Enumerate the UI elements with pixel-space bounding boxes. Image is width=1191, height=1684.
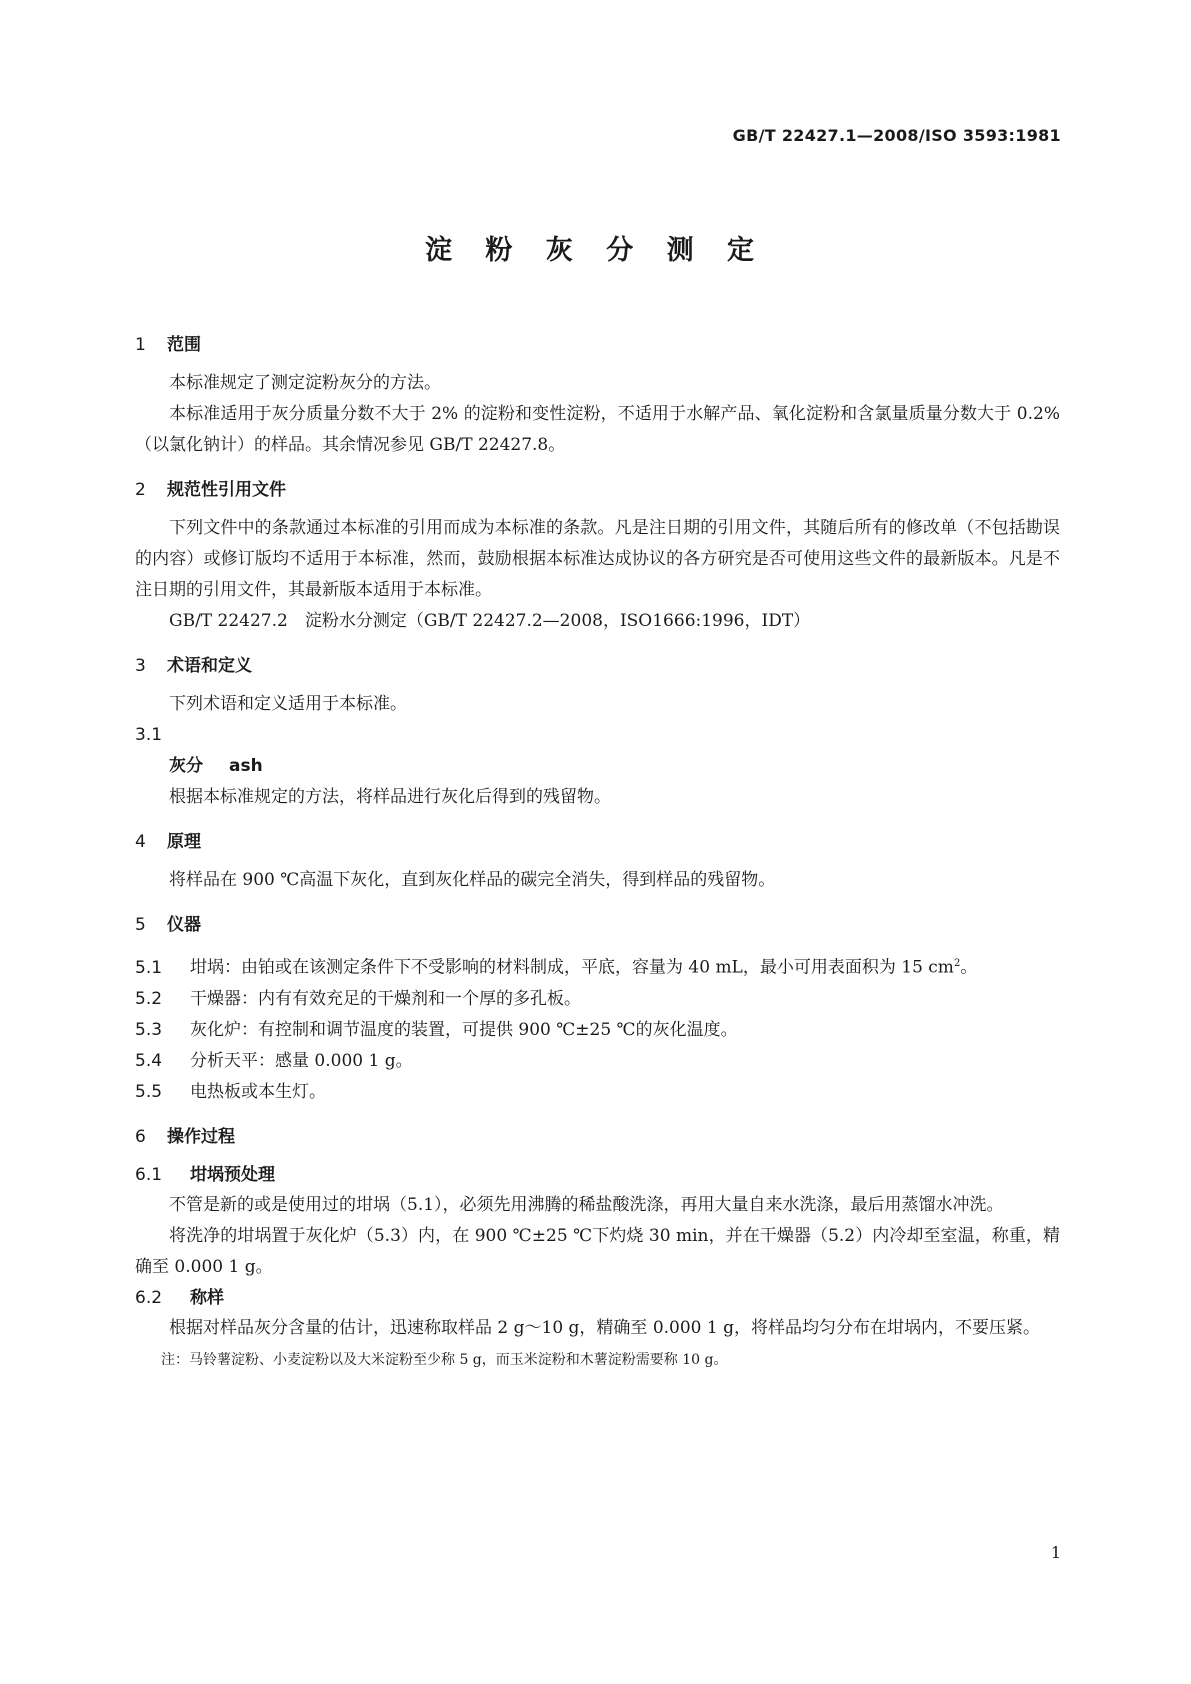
standard-code: GB/T 22427.1—2008/ISO 3593:1981 xyxy=(732,126,1061,145)
list-item xyxy=(135,984,1060,1015)
section-number: 3 xyxy=(135,656,146,676)
section-3-heading xyxy=(135,651,1060,681)
item-text: 分析天平：感量 0.000 1 g。 xyxy=(190,1050,413,1071)
item-text: 灰化炉：有控制和调节温度的装置，可提供 900 ℃±25 ℃的灰化温度。 xyxy=(190,1019,738,1040)
item-text: 坩埚：由铂或在该测定条件下不受影响的材料制成，平底，容量为 40 mL，最小可用表面积为 15 cm xyxy=(190,957,954,978)
section-number: 6 xyxy=(135,1126,146,1147)
subsection-6-2-heading xyxy=(135,1283,1060,1313)
list-item xyxy=(135,1046,1060,1077)
item-number: 5.5 xyxy=(135,1081,163,1102)
note: 注：马铃薯淀粉、小麦淀粉以及大米淀粉至少称 5 g，而玉米淀粉和木薯淀粉需要称 10 g。 xyxy=(161,1351,728,1368)
list-item xyxy=(135,1077,1060,1108)
subsection-number: 3.1 xyxy=(135,725,163,745)
item-number: 5.2 xyxy=(135,988,163,1009)
subsection-number: 6.2 xyxy=(135,1287,163,1308)
item-number: 5.1 xyxy=(135,957,163,978)
section-title: 仪器 xyxy=(167,915,201,935)
section-6-heading xyxy=(135,1122,1060,1152)
section-4-heading xyxy=(135,827,1060,857)
term-definition: 根据本标准规定的方法，将样品进行灰化后得到的残留物。 xyxy=(169,787,611,807)
item-number: 5.4 xyxy=(135,1050,163,1071)
section-number: 2 xyxy=(135,480,146,500)
paragraph: 将样品在 900 ℃高温下灰化，直到灰化样品的碳完全消失，得到样品的残留物。 xyxy=(169,870,776,890)
paragraph: 下列文件中的条款通过本标准的引用而成为本标准的条款。凡是注日期的引用文件，其随后所有的修改单（不包括勘误的内容）或修订版均不适用于本标准，然而，鼓励根据本标准达成协议的各方研究是否可使用这些文件的最新版本。凡是不注日期的引用文件，其最新版本适用于本标准。 xyxy=(135,518,1060,600)
list-item xyxy=(135,1015,1060,1046)
document-body xyxy=(135,330,1060,1372)
section-title: 操作过程 xyxy=(167,1126,235,1147)
normative-reference: GB/T 22427.2 淀粉水分测定（GB/T 22427.2—2008，ISO1666:1996，IDT） xyxy=(169,611,811,631)
paragraph: 本标准适用于灰分质量分数不大于 2% 的淀粉和变性淀粉，不适用于水解产品、氧化淀粉和含氯量质量分数大于 0.2%（以氯化钠计）的样品。其余情况参见 GB/T 22427.8。 xyxy=(135,404,1060,455)
paragraph: 不管是新的或是使用过的坩埚（5.1），必须先用沸腾的稀盐酸洗涤，再用大量自来水洗涤，最后用蒸馏水冲洗。 xyxy=(169,1194,1004,1215)
superscript: 2 xyxy=(953,958,961,969)
section-number: 4 xyxy=(135,832,146,852)
document-title: 淀 粉 灰 分 测 定 xyxy=(425,235,766,266)
paragraph: 本标准规定了测定淀粉灰分的方法。 xyxy=(169,373,441,393)
section-2-heading xyxy=(135,475,1060,505)
paragraph: 将洗净的坩埚置于灰化炉（5.3）内，在 900 ℃±25 ℃下灼烧 30 min，并在干燥器（5.2）内冷却至室温，称重，精确至 0.000 1 g。 xyxy=(135,1225,1060,1277)
term-chinese: 灰分 xyxy=(169,756,203,776)
term-english: ash xyxy=(229,756,263,776)
section-title: 原理 xyxy=(167,832,201,852)
section-title: 术语和定义 xyxy=(167,656,252,676)
item-text-end: 。 xyxy=(960,957,978,978)
item-number: 5.3 xyxy=(135,1019,163,1040)
subsection-title: 称样 xyxy=(190,1287,224,1308)
section-number: 5 xyxy=(135,915,146,935)
item-text: 干燥器：内有有效充足的干燥剂和一个厚的多孔板。 xyxy=(190,988,581,1009)
list-item xyxy=(135,948,1060,984)
section-title: 规范性引用文件 xyxy=(167,480,286,500)
section-number: 1 xyxy=(135,335,146,355)
term-number xyxy=(135,720,1060,751)
subsection-6-1-heading xyxy=(135,1160,1060,1190)
subsection-number: 6.1 xyxy=(135,1164,163,1185)
section-5-heading xyxy=(135,910,1060,940)
term-entry xyxy=(135,751,1060,782)
section-1-heading xyxy=(135,330,1060,360)
subsection-title: 坩埚预处理 xyxy=(190,1164,275,1185)
page-number: 1 xyxy=(1050,1543,1061,1562)
paragraph: 下列术语和定义适用于本标准。 xyxy=(169,694,407,714)
item-text: 电热板或本生灯。 xyxy=(190,1081,326,1102)
paragraph: 根据对样品灰分含量的估计，迅速称取样品 2 g～10 g，精确至 0.000 1 g，将样品均匀分布在坩埚内，不要压紧。 xyxy=(169,1317,1040,1338)
section-title: 范围 xyxy=(167,335,201,355)
